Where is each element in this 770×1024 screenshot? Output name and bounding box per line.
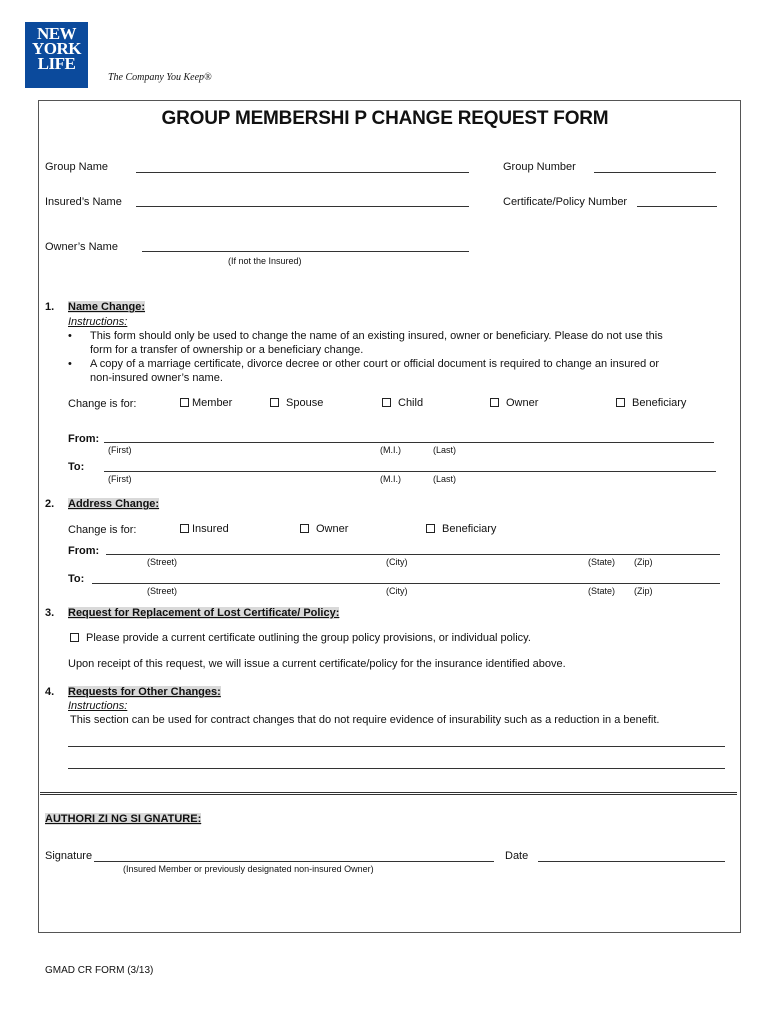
sub-state: (State) [588, 557, 616, 567]
form-code: GMAD CR FORM (3/13) [45, 965, 154, 976]
section2-to-label: To: [68, 573, 85, 585]
checkbox-icon [180, 398, 189, 407]
group-number-label: Group Number [503, 161, 576, 173]
bullet-icon: • [68, 330, 72, 342]
date-field[interactable] [538, 861, 725, 862]
cert-policy-field[interactable] [637, 206, 717, 207]
sub-mi: (M.I.) [380, 474, 401, 484]
section3-heading: Request for Replacement of Lost Certificate/ Policy: [68, 607, 340, 619]
section2-from-label: From: [68, 545, 100, 557]
form-frame [38, 100, 741, 933]
section1-bullet-1-cont: form for a transfer of ownership or a beneficiary change. [90, 344, 364, 356]
group-name-label: Group Name [45, 161, 108, 173]
section2-to-field[interactable] [92, 583, 720, 584]
sub-street: (Street) [147, 557, 178, 567]
checkbox-owner[interactable]: Owner [490, 397, 538, 409]
signature-label: Signature [45, 850, 93, 862]
signature-field[interactable] [94, 861, 494, 862]
section-divider [40, 792, 737, 795]
new-york-life-logo: NEW YORK LIFE [25, 22, 88, 88]
checkbox-icon [70, 633, 79, 642]
sub-zip: (Zip) [634, 557, 653, 567]
checkbox-insured[interactable]: Insured [180, 523, 229, 535]
section3-number: 3. [45, 607, 55, 619]
checkbox-beneficiary-address[interactable]: Beneficiary [426, 523, 496, 535]
sub-last: (Last) [433, 445, 457, 455]
checkbox-replacement[interactable]: Please provide a current certificate outlining the group policy provisions, or individual policy. [70, 632, 531, 644]
other-changes-line-2[interactable] [68, 768, 725, 769]
checkbox-member[interactable]: Member [180, 397, 232, 409]
sub-state: (State) [588, 586, 616, 596]
sub-last: (Last) [433, 474, 457, 484]
cert-policy-label: Certificate/Policy Number [503, 196, 628, 208]
checkbox-icon [426, 524, 435, 533]
section4-heading: Requests for Other Changes: [68, 686, 221, 698]
sub-zip: (Zip) [634, 586, 653, 596]
sub-first: (First) [108, 445, 132, 455]
group-number-field[interactable] [594, 172, 716, 173]
section3-note: Upon receipt of this request, we will issue a current certificate/policy for the insurance identified above. [68, 658, 566, 670]
section1-change-for-label: Change is for: [68, 398, 137, 410]
section1-bullet-2: A copy of a marriage certificate, divorce decree or other court or official document is required to change an insured or [90, 358, 660, 370]
owner-name-note: (If not the Insured) [228, 256, 302, 266]
checkbox-spouse[interactable]: Spouse [270, 397, 323, 409]
checkbox-icon [382, 398, 391, 407]
section1-instructions-label: Instructions: [68, 316, 128, 328]
section4-number: 4. [45, 686, 55, 698]
section1-to-field[interactable] [104, 471, 716, 472]
section4-instructions-label: Instructions: [68, 700, 128, 712]
checkbox-owner-address[interactable]: Owner [300, 523, 348, 535]
owner-name-label: Owner’s Name [45, 241, 118, 253]
section1-bullet-2-cont: non-insured owner’s name. [90, 372, 223, 384]
sub-mi: (M.I.) [380, 445, 401, 455]
section1-bullet-1: This form should only be used to change the name of an existing insured, owner or beneficiary. Please do not use this [90, 330, 663, 342]
signature-note: (Insured Member or previously designated non-insured Owner) [123, 864, 374, 874]
section2-number: 2. [45, 498, 55, 510]
section1-to-label: To: [68, 461, 85, 473]
other-changes-line-1[interactable] [68, 746, 725, 747]
section4-text: This section can be used for contract changes that do not require evidence of insurability such as a reduction in a benefit. [70, 714, 660, 726]
section2-heading: Address Change: [68, 498, 160, 510]
section1-heading: Name Change: [68, 301, 146, 313]
signature-heading: AUTHORI ZI NG SI GNATURE: [45, 813, 202, 825]
owner-name-field[interactable] [142, 251, 469, 252]
section2-change-for-label: Change is for: [68, 524, 137, 536]
date-label: Date [505, 850, 529, 862]
checkbox-icon [300, 524, 309, 533]
checkbox-icon [270, 398, 279, 407]
bullet-icon: • [68, 358, 72, 370]
sub-street: (Street) [147, 586, 178, 596]
sub-city: (City) [386, 586, 408, 596]
section1-number: 1. [45, 301, 55, 313]
tagline: The Company You Keep® [108, 72, 212, 83]
section2-from-field[interactable] [106, 554, 720, 555]
sub-city: (City) [386, 557, 408, 567]
checkbox-icon [180, 524, 189, 533]
insured-name-label: Insured’s Name [45, 196, 122, 208]
section1-from-label: From: [68, 433, 100, 445]
insured-name-field[interactable] [136, 206, 469, 207]
checkbox-icon [490, 398, 499, 407]
form-title: GROUP MEMBERSHI P CHANGE REQUEST FORM [161, 108, 609, 129]
sub-first: (First) [108, 474, 132, 484]
checkbox-icon [616, 398, 625, 407]
checkbox-beneficiary[interactable]: Beneficiary [616, 397, 686, 409]
group-name-field[interactable] [136, 172, 469, 173]
checkbox-child[interactable]: Child [382, 397, 423, 409]
section1-from-field[interactable] [104, 442, 714, 443]
